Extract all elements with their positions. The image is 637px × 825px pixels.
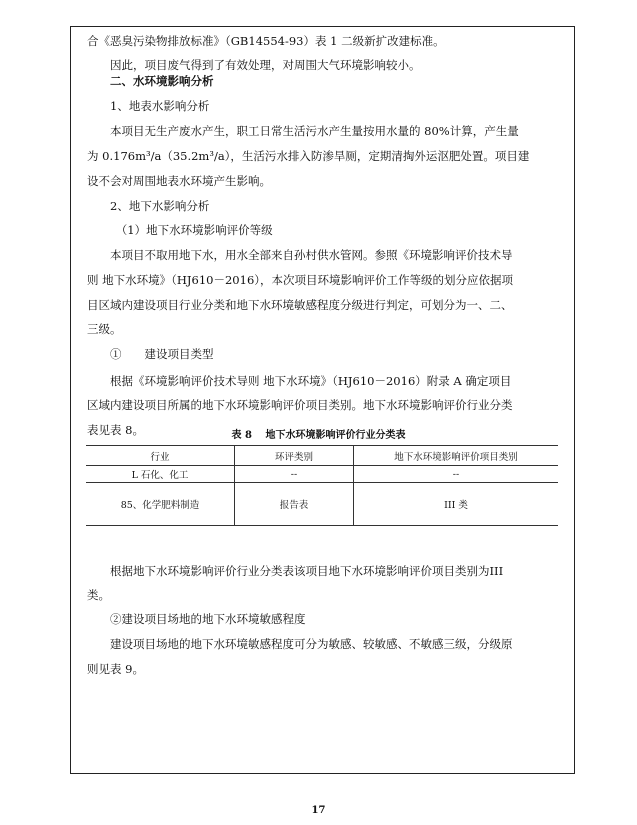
text-line: 根据《环境影响评价技术导则 地下水环境》（HJ610－2016）附录 A 确定项目 xyxy=(87,374,512,388)
text-line: 为 0.176m³/a（35.2m³/a），生活污水排入防渗旱厕，定期清掏外运沤肥处置。项目建 xyxy=(87,149,530,163)
table-row xyxy=(86,483,558,526)
industry-classification-table xyxy=(86,445,558,526)
text-line: 目区域内建设项目行业分类和地下水环境敏感程度分级进行判定，可划分为一、二、 xyxy=(87,298,513,312)
table-header-cell: 环评类别 xyxy=(235,446,354,466)
table-caption: 表 8 地下水环境影响评价行业分类表 xyxy=(231,430,406,441)
text-line: 本项目无生产废水产生，职工日常生活污水产生量按用水量的 80%计算，产生量 xyxy=(87,124,519,138)
text-line: 表见表 8。 xyxy=(87,423,144,437)
list-heading: ②建设项目场地的地下水环境敏感程度 xyxy=(87,612,306,626)
section-heading: 二、水环境影响分析 xyxy=(87,74,214,88)
table-header-cell: 行业 xyxy=(86,446,235,466)
table-cell: III 类 xyxy=(354,483,559,526)
list-heading: ① 建设项目类型 xyxy=(87,347,214,361)
text-line: 三级。 xyxy=(87,322,122,336)
table-cell: 85、化学肥料制造 xyxy=(86,483,235,526)
table-header-cell: 地下水环境影响评价项目类别 xyxy=(354,446,559,466)
text-line: 因此，项目废气得到了有效处理，对周围大气环境影响较小。 xyxy=(87,58,421,72)
subsection-heading: 2、地下水影响分析 xyxy=(87,199,210,213)
text-line: 设不会对周围地表水环境产生影响。 xyxy=(87,174,271,188)
table-row xyxy=(86,466,558,483)
text-line: 合《恶臭污染物排放标准》（GB14554-93）表 1 二级新扩改建标准。 xyxy=(87,34,445,48)
text-line: 类。 xyxy=(87,588,110,602)
page-number: 17 xyxy=(311,805,326,816)
text-line: 建设项目场地的地下水环境敏感程度可分为敏感、较敏感、不敏感三级，分级原 xyxy=(87,637,513,651)
text-line: 则 地下水环境》（HJ610－2016），本次项目环境影响评价工作等级的划分应依据项 xyxy=(87,273,514,287)
text-line: 根据地下水环境影响评价行业分类表该项目地下水环境影响评价项目类别为III xyxy=(87,564,504,578)
table-header-row xyxy=(86,446,558,466)
text-line: 区域内建设项目所属的地下水环境影响评价项目类别。地下水环境影响评价行业分类 xyxy=(87,398,513,412)
subsection-heading: （1）地下水环境影响评价等级 xyxy=(87,223,273,237)
table-cell: -- xyxy=(354,466,559,483)
text-line: 本项目不取用地下水，用水全部来自孙村供水管网。参照《环境影响评价技术导 xyxy=(87,248,513,262)
subsection-heading: 1、地表水影响分析 xyxy=(87,99,210,113)
table-cell: -- xyxy=(235,466,354,483)
text-line: 则见表 9。 xyxy=(87,662,144,676)
table-cell: L 石化、化工 xyxy=(86,466,235,483)
table-cell: 报告表 xyxy=(235,483,354,526)
